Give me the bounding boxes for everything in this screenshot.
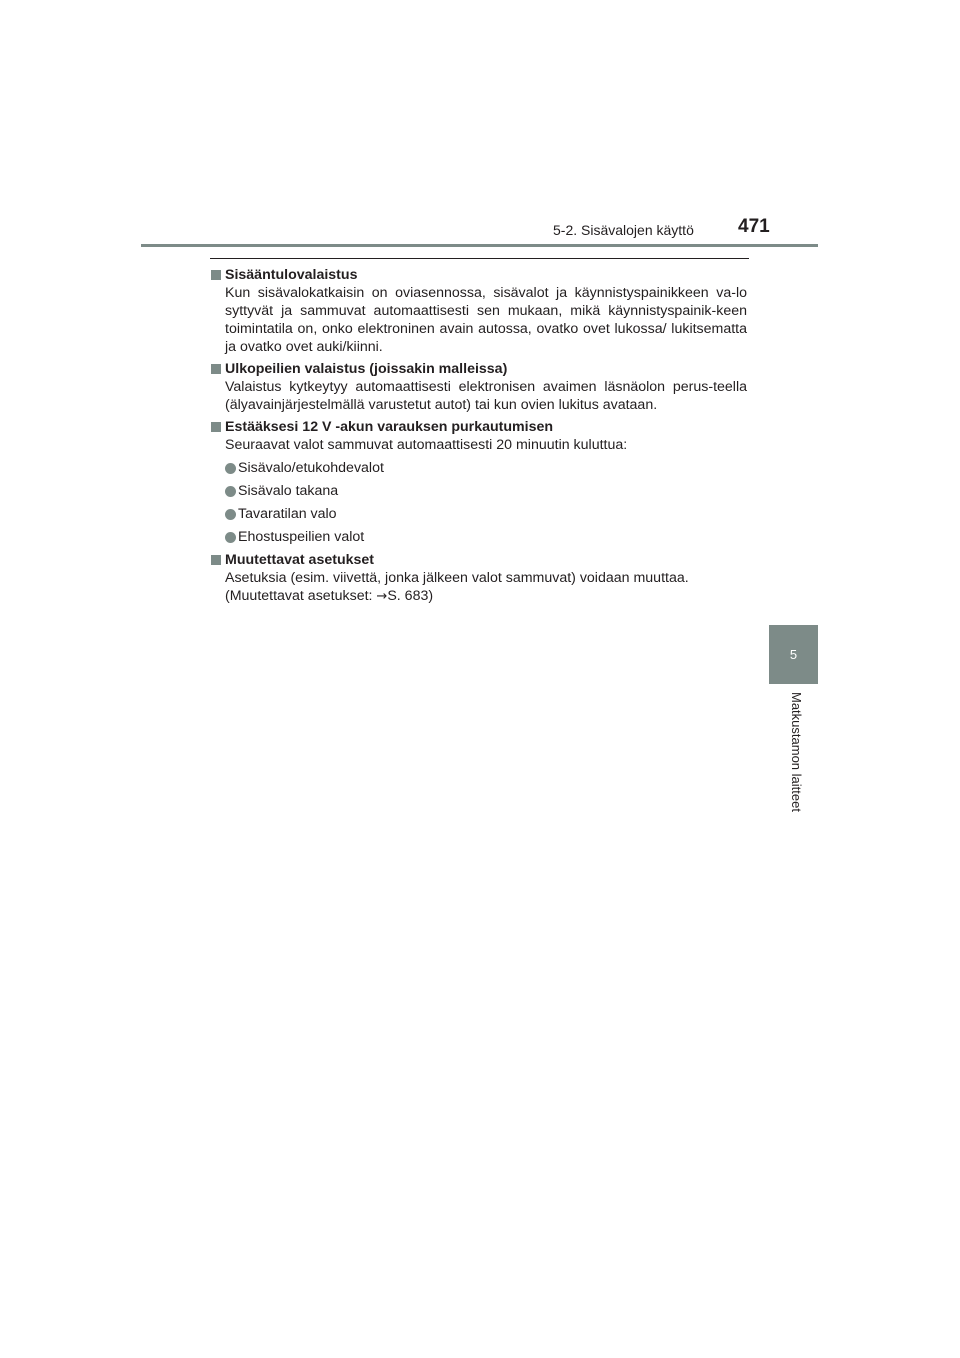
section-heading: Estääksesi 12 V -akun varauksen purkautumisen: [210, 418, 747, 436]
section-body: Valaistus kytkeytyy automaattisesti elektronisen avaimen läsnäolon perus-teella (älyavainjärjestelmällä varustetut autot) tai kun ovien lukitus avataan.: [225, 379, 747, 413]
square-bullet-icon: [211, 422, 221, 432]
main-content: [210, 266, 747, 609]
circle-bullet-icon: [225, 486, 236, 497]
square-bullet-icon: [211, 555, 221, 565]
list-item: Tavaratilan valo: [210, 505, 747, 523]
header-rule: [141, 244, 818, 247]
section-title: 5-2. Sisävalojen käyttö: [553, 222, 694, 238]
circle-bullet-icon: [225, 509, 236, 520]
section-body: Kun sisävalokatkaisin on oviasennossa, sisävalot ja käynnistyspainikkeen va-lo syttyvät ja sammuvat automaattisesti sen mukaan, mikä käynnistyspainik-keen toimintatila on, onko elektroninen avain autossa, ovatko ovet lukossa/ lukitsematta ja ovatko ovet auki/kiinni.: [225, 285, 747, 355]
arrow-right-icon: →: [376, 589, 388, 604]
chapter-tab: [769, 625, 818, 684]
square-bullet-icon: [211, 364, 221, 374]
chapter-title: Matkustamon laitteet: [789, 692, 804, 812]
section-heading: Ulkopeilien valaistus (joissakin malleissa): [210, 360, 747, 378]
section-heading: Sisääntulovalaistus: [210, 266, 747, 284]
section-body: Seuraavat valot sammuvat automaattisesti 20 minuutin kuluttua:: [225, 437, 628, 453]
list-item: Ehostuspeilien valot: [210, 528, 747, 546]
page-number: 471: [738, 216, 770, 237]
square-bullet-icon: [211, 270, 221, 280]
section-body: Asetuksia (esim. viivettä, jonka jälkeen valot sammuvat) voidaan muuttaa. (Muutettavat asetukset: →S. 683): [225, 570, 689, 604]
content-rule: [210, 258, 749, 259]
list-item: Sisävalo/etukohdevalot: [210, 459, 747, 477]
circle-bullet-icon: [225, 463, 236, 474]
section-heading: Muutettavat asetukset: [210, 551, 747, 569]
list-item: Sisävalo takana: [210, 482, 747, 500]
cross-reference[interactable]: (Muutettavat asetukset: →S. 683): [225, 588, 434, 604]
circle-bullet-icon: [225, 532, 236, 543]
chapter-number: 5: [789, 647, 798, 662]
